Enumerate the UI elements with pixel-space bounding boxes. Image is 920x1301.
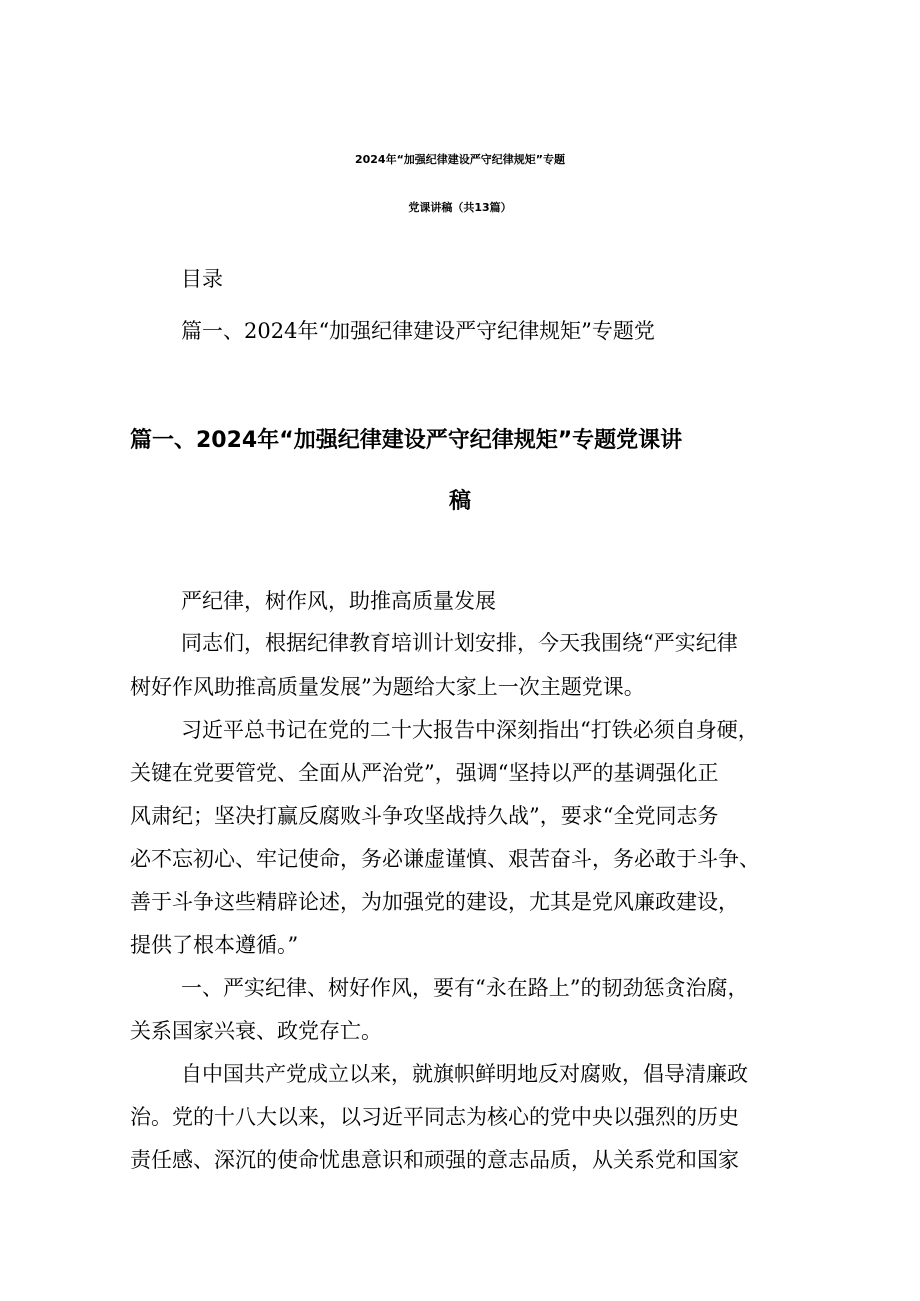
toc-heading: 目录: [181, 267, 223, 291]
body-line: 习近平总书记在党的二十大报告中深刻指出“打铁必须自身硬，: [181, 718, 759, 742]
toc-item[interactable]: 篇一、2024年“加强纪律建设严守纪律规矩”专题党: [181, 319, 655, 343]
body-line: 责任感、深沉的使命忧患意识和顽强的意志品质，从关系党和国家: [130, 1148, 739, 1172]
body-line: 风肃纪；坚决打赢反腐败斗争攻坚战持久战”，要求“全党同志务: [130, 804, 719, 828]
body-line: 必不忘初心、牢记使命，务必谦虚谨慎、艰苦奋斗，务必敢于斗争、: [130, 847, 760, 871]
body-line: 治。党的十八大以来，以习近平同志为核心的党中央以强烈的历史: [130, 1105, 739, 1129]
document-title-line-2: 党课讲稿（共13篇）: [408, 201, 512, 214]
section-heading: 篇一、2024年“加强纪律建设严守纪律规矩”专题党课讲: [130, 428, 683, 453]
body-subtitle: 严纪律，树作风，助推高质量发展: [181, 589, 496, 613]
section-heading-continued: 稿: [448, 489, 471, 514]
document-title-line-1: 2024年“加强纪律建设严守纪律规矩”专题: [354, 153, 566, 166]
body-line: 提供了根本遵循。”: [130, 933, 299, 957]
body-line: 自中国共产党成立以来，就旗帜鲜明地反对腐败，倡导清廉政: [181, 1062, 748, 1086]
body-line: 树好作风助推高质量发展”为题给大家上一次主题党课。: [130, 675, 645, 699]
body-line: 关系国家兴衰、政党存亡。: [130, 1019, 382, 1043]
body-line: 一、严实纪律、树好作风，要有“永在路上”的韧劲惩贪治腐，: [181, 976, 749, 1000]
body-line: 同志们，根据纪律教育培训计划安排，今天我围绕“严实纪律: [181, 631, 738, 655]
body-line: 善于斗争这些精辟论述，为加强党的建设，尤其是党风廉政建设，: [130, 890, 739, 914]
body-line: 关键在党要管党、全面从严治党”，强调“坚持以严的基调强化正: [130, 761, 719, 785]
